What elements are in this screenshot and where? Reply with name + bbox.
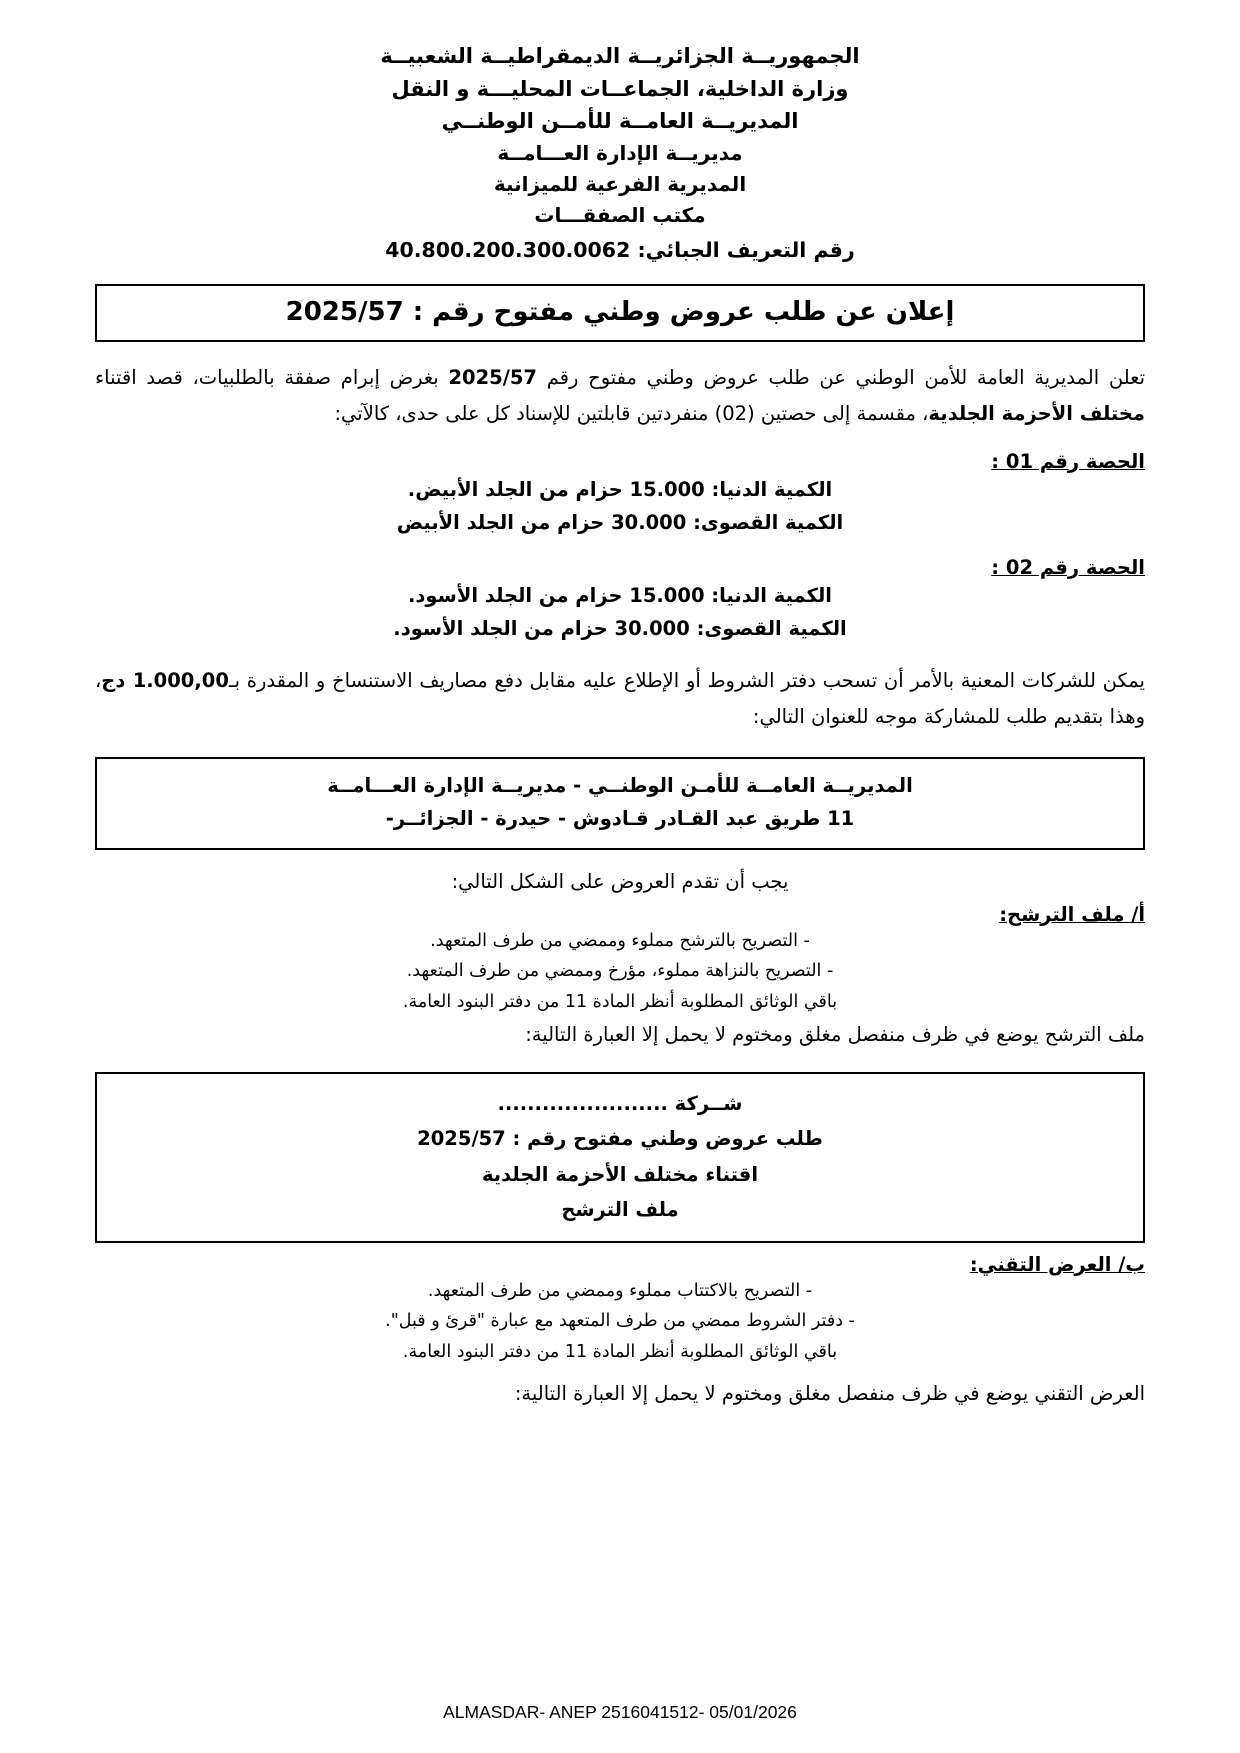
intro-part-3: ، مقسمة إلى حصتين (02) منفردتين قابلتين للإسناد كل على حدى، كالآتي:	[334, 402, 929, 426]
section-a-heading: أ/ ملف الترشح:	[999, 902, 1145, 926]
section-b-note: العرض التقني يوضع في ظرف منفصل مغلق ومختوم لا يحمل إلا العبارة التالية:	[514, 1381, 1145, 1405]
withdrawal-part-1: يمكن للشركات المعنية بالأمر أن تسحب دفتر الشروط أو الإطلاع عليه مقابل دفع مصاريف الاستنساخ و المقدرة بـ	[228, 669, 1145, 693]
address-line-1: المديريــة العامــة للأمـن الوطنــي - مديريــة الإدارة العـــامــة	[327, 774, 913, 798]
list-item: - التصريح بالاكتتاب مملوء وممضي من طرف المتعهد.	[427, 1280, 813, 1301]
list-item: - التصريح بالنزاهة مملوء، مؤرخ وممضي من طرف المتعهد.	[406, 961, 834, 982]
envelope-label-box	[95, 1072, 1145, 1242]
offer-form-intro: يجب أن تقدم العروض على الشكل التالي:	[451, 869, 789, 893]
header-tax-id: رقم التعريف الجبائي: 40.800.200.300.0062	[385, 237, 855, 262]
envelope-company-line: شــركة .......................	[497, 1092, 743, 1116]
list-item: - التصريح بالترشح مملوء وممضي من طرف المتعهد.	[430, 930, 810, 951]
address-box	[95, 757, 1145, 849]
section-a-bullets	[95, 926, 1145, 1018]
section-b-heading: ب/ العرض التقني:	[969, 1252, 1145, 1276]
lot-1-max: الكمية القصوى: 30.000 حزام من الجلد الأبيض	[396, 510, 844, 534]
section-a-note: ملف الترشح يوضع في ظرف منفصل مغلق ومختوم لا يحمل إلا العبارة التالية:	[525, 1023, 1145, 1047]
intro-paragraph	[95, 360, 1145, 432]
list-item: - دفتر الشروط ممضي من طرف المتعهد مع عبارة "قرئ و قبل".	[385, 1311, 855, 1332]
header-line-admin: مديريــة الإدارة العـــامــة	[497, 140, 743, 165]
envelope-file-line: ملف الترشح	[561, 1197, 679, 1221]
section-b-bullets	[95, 1276, 1145, 1368]
header-line-directorate: المديريــة العامــة للأمــن الوطنــي	[441, 109, 799, 134]
document-footer: ALMASDAR- ANEP 2516041512- 05/01/2026	[443, 1702, 797, 1722]
intro-part-1: تعلن المديرية العامة للأمن الوطني عن طلب عروض وطني مفتوح رقم	[536, 366, 1146, 390]
header-line-contracts: مكتب الصفقـــات	[534, 202, 706, 227]
tender-number: 2025/57	[448, 366, 537, 390]
header-line-budget: المديرية الفرعية للميزانية	[493, 171, 747, 196]
lot-2-min: الكمية الدنيا: 15.000 حزام من الجلد الأسود.	[408, 583, 832, 607]
tender-object: مختلف الأحزمة الجلدية	[928, 402, 1145, 426]
list-item: باقي الوثائق المطلوبة أنظر المادة 11 من دفتر البنود العامة.	[402, 1342, 838, 1362]
lot-1-title: الحصة رقم 01 :	[991, 449, 1145, 473]
lot-1-min: الكمية الدنيا: 15.000 حزام من الجلد الأبيض.	[407, 477, 833, 501]
header-line-republic: الجمهوريــة الجزائريــة الديمقراطيــة الشعبيــة	[380, 44, 860, 68]
document-header	[95, 40, 1145, 266]
page-title: إعلان عن طلب عروض وطني مفتوح رقم : 2025/57	[285, 297, 955, 328]
intro-part-2: بغرض إبرام صفقة بالطلبيات، قصد اقتناء	[95, 366, 449, 390]
announcement-title-box	[95, 284, 1145, 342]
lot-2-max: الكمية القصوى: 30.000 حزام من الجلد الأسود.	[393, 616, 847, 640]
withdrawal-part-2: ، وهذا بتقديم طلب للمشاركة موجه للعنوان التالي:	[95, 669, 1145, 729]
header-line-ministry: وزارة الداخلية، الجماعــات المحليـــة و النقل	[391, 76, 849, 101]
lot-2-title: الحصة رقم 02 :	[991, 555, 1145, 579]
withdrawal-paragraph	[95, 663, 1145, 735]
address-line-2: 11 طريق عبد القـادر قـادوش - حيدرة - الجزائــر-	[385, 807, 855, 831]
withdrawal-fee: 1.000,00 دج	[101, 669, 229, 693]
envelope-object-line: اقتناء مختلف الأحزمة الجلدية	[481, 1162, 759, 1186]
list-item: باقي الوثائق المطلوبة أنظر المادة 11 من دفتر البنود العامة.	[402, 991, 838, 1012]
envelope-tender-line: طلب عروض وطني مفتوح رقم : 2025/57	[417, 1127, 823, 1151]
